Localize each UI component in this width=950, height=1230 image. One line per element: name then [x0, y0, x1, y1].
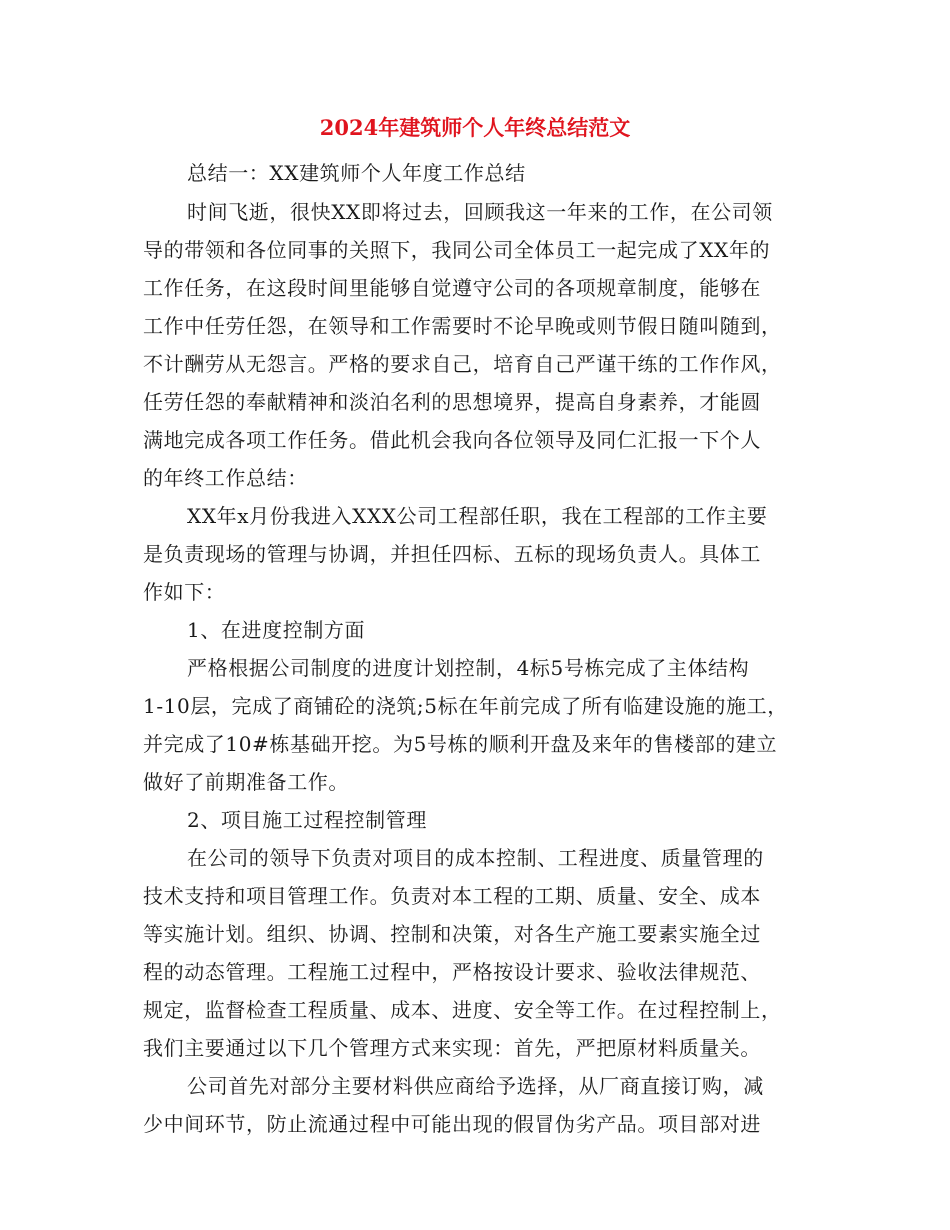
paragraph-line: 工作中任劳任怨，在领导和工作需要时不论早晚或则节假日随叫随到， — [143, 314, 782, 338]
paragraph-line: XX年x月份我进入XXX公司工程部任职，我在工程部的工作主要 — [187, 504, 768, 528]
section-heading: 总结一：XX建筑师个人年度工作总结 — [187, 161, 526, 185]
paragraph-line: 规定，监督检查工程质量、成本、进度、安全等工作。在过程控制上， — [143, 998, 782, 1022]
paragraph-line: 不计酬劳从无怨言。严格的要求自己，培育自己严谨干练的工作作风， — [143, 352, 782, 376]
paragraph-line: 程的动态管理。工程施工过程中，严格按设计要求、验收法律规范、 — [143, 960, 761, 984]
paragraph-line: 工作任务，在这段时间里能够自觉遵守公司的各项规章制度，能够在 — [143, 276, 761, 300]
paragraph-line: 等实施计划。组织、协调、控制和决策，对各生产施工要素实施全过 — [143, 922, 761, 946]
section-heading: 1、在进度控制方面 — [187, 618, 366, 642]
paragraph-line: 我们主要通过以下几个管理方式来实现：首先，严把原材料质量关。 — [143, 1036, 761, 1060]
paragraph-line: 在公司的领导下负责对项目的成本控制、工程进度、质量管理的 — [187, 846, 764, 870]
paragraph-line: 做好了前期准备工作。 — [143, 770, 349, 794]
paragraph-line: 时间飞逝，很快XX即将过去，回顾我这一年来的工作，在公司领 — [187, 200, 773, 224]
paragraph-line: 技术支持和项目管理工作。负责对本工程的工期、质量、安全、成本 — [143, 884, 761, 908]
paragraph-line: 并完成了10#栋基础开挖。为5号栋的顺利开盘及来年的售楼部的建立 — [143, 732, 778, 756]
document-title: 2024年建筑师个人年终总结范文 — [319, 115, 631, 140]
paragraph-line: 少中间环节，防止流通过程中可能出现的假冒伪劣产品。项目部对进 — [143, 1112, 761, 1136]
paragraph-line: 的年终工作总结： — [143, 466, 308, 490]
paragraph-line: 作如下： — [143, 580, 226, 604]
paragraph-line: 1-10层，完成了商铺砼的浇筑;5标在年前完成了所有临建设施的施工， — [143, 694, 788, 718]
paragraph-line: 满地完成各项工作任务。借此机会我向各位领导及同仁汇报一下个人 — [143, 428, 761, 452]
paragraph-line: 公司首先对部分主要材料供应商给予选择，从厂商直接订购，减 — [187, 1074, 764, 1098]
paragraph-line: 是负责现场的管理与协调，并担任四标、五标的现场负责人。具体工 — [143, 542, 761, 566]
section-heading: 2、项目施工过程控制管理 — [187, 808, 427, 832]
paragraph-line: 严格根据公司制度的进度计划控制，4标5号栋完成了主体结构 — [187, 656, 750, 680]
paragraph-line: 导的带领和各位同事的关照下，我同公司全体员工一起完成了XX年的 — [143, 238, 771, 262]
paragraph-line: 任劳任怨的奉献精神和淡泊名利的思想境界，提高自身素养，才能圆 — [143, 390, 761, 414]
